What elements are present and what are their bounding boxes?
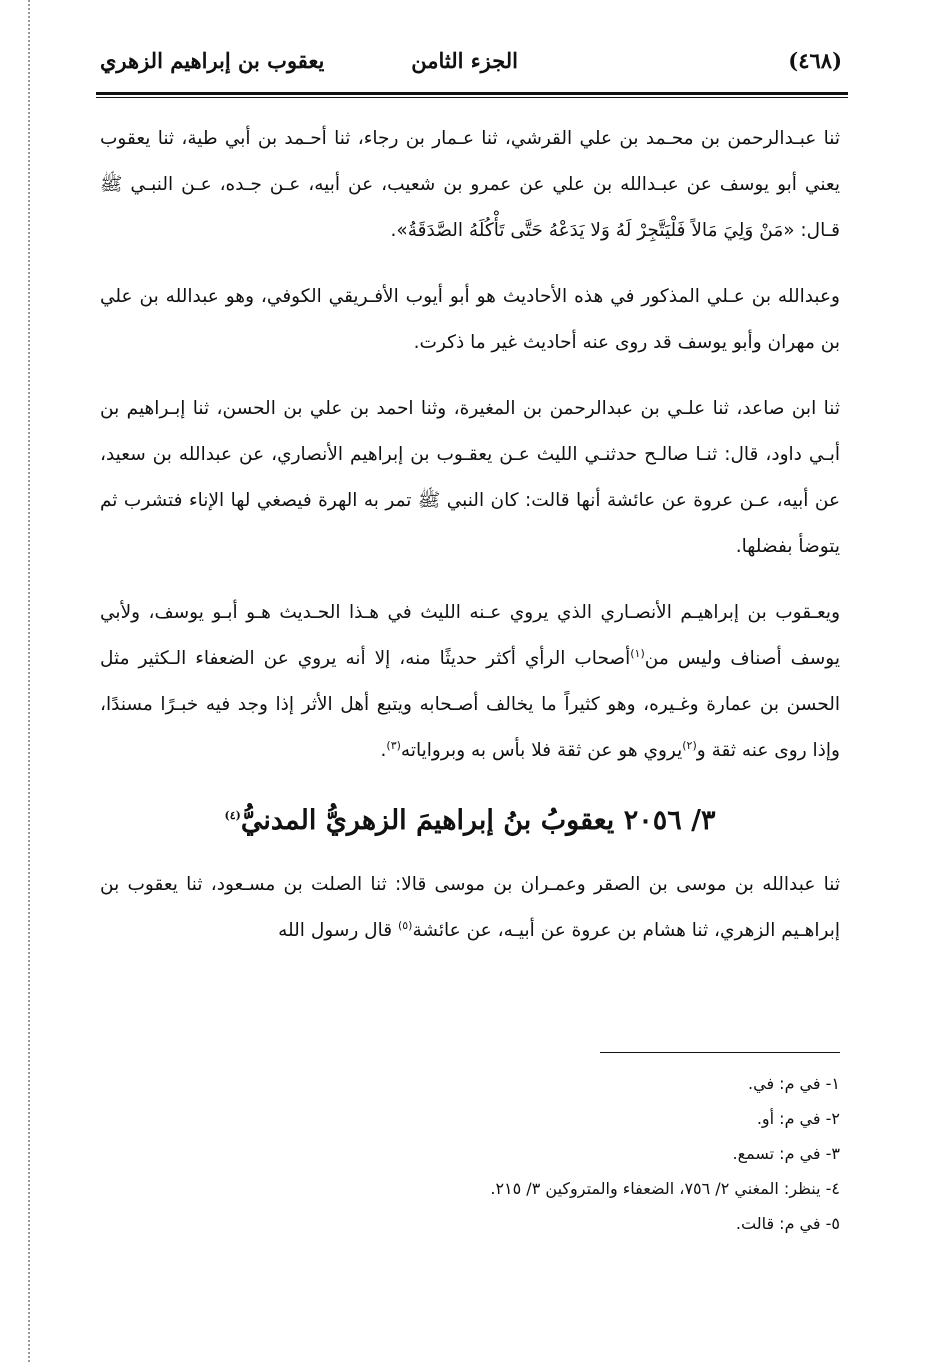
header-rule-thin: [96, 97, 848, 98]
paragraph-4-text-a: ويعـقوب بن إبراهيـم الأنصـاري الذي يروي عـنه الليث في هـذا الحـديث هـو أبـو يوسف، ولأبي يوسف أصناف وليس من: [100, 602, 840, 669]
paragraph-5-text-a: ثنا عبدالله بن موسى بن الصقر وعمـران بن موسى قالا: ثنا الصلت بن مسـعود، ثنا يعقوب بن إبراهـيم الزهري، ثنا هشام بن عروة عن أبيـه، عن عائشة: [100, 874, 840, 941]
footnote-ref-3: (٣): [386, 738, 401, 752]
footnote-ref-5: (٥): [397, 918, 413, 932]
paragraph-1: ثنا عبـدالرحمن بن محـمد بن علي القرشي، ثنا عـمار بن رجاء، ثنا أحـمد بن أبي طية، ثنا يعقوب يعني أبو يوسف عن عبـدالله بن علي عن عمرو بن شعيب، عن أبيه، عـن جـده، عـن النبـي ﷺ قـال: «مَنْ وَلِيَ مَالاً فَلْيَتَّجِرْ لَهُ وَلا يَدَعْهُ حَتَّى تَأْكُلَهُ الصَّدَقَةُ».: [100, 128, 840, 241]
footnote-4: ٤- ينظر: المغني ٢/ ٧٥٦، الضعفاء والمتروكين ٣/ ٢١٥.: [490, 1179, 840, 1198]
binding-gutter: [28, 0, 30, 1362]
footnote-ref-2: (٢): [682, 738, 697, 752]
volume-label: الجزء الثامن: [411, 48, 518, 73]
chapter-heading: [100, 794, 840, 848]
paragraph-4-text-b: أصحاب الرأي أكثر حديثًا منه، إلا أنه يروي عن الضعفاء الـكثير مثل الحسن بن عمارة وغـيره، وهو كثيراً ما يخالف أصـحابه ويتبع أهل الأثر إذا وجد فيه خبـرًا مسندًا، وإذا روى عنه ثقة و: [100, 648, 840, 761]
footnotes: [100, 1066, 840, 1241]
footnote-rule: [600, 1052, 840, 1053]
main-text: [100, 116, 840, 974]
chapter-title: ٣/ ٢٠٥٦ يعقوبُ بنُ إبراهيمَ الزهريُّ المدنيُّ: [240, 805, 716, 836]
paragraph-4-text-d: .: [380, 740, 387, 761]
paragraph-5: [100, 862, 840, 954]
paragraph-4: [100, 590, 840, 774]
paragraph-4-text-c: يروي هو عن ثقة فلا بأس به وبرواياته: [400, 740, 683, 761]
footnote-ref-4: (٤): [224, 809, 241, 822]
footnote-1: ١- في م: في.: [748, 1074, 840, 1093]
paragraph-3: ثنا ابن صاعد، ثنا علـي بن عبدالرحمن بن المغيرة، وثنا احمد بن علي بن الحسن، ثنا إبـراهيم بن أبـي داود، قال: ثنـا صالـح حدثنـي الليث عـن يعقـوب بن إبراهيم الأنصاري، عن عبدالله بن سعيد، عن أبيه، عـن عروة عن عائشة أنها قالت: كان النبي ﷺ تمر به الهرة فيصغي لها الإناء فتشرب ثم يتوضأ بفضلها.: [100, 398, 840, 557]
page-number: (٤٦٨): [788, 48, 842, 73]
footnote-ref-1: (١): [630, 646, 645, 660]
footnote-2: ٢- في م: أو.: [756, 1109, 840, 1128]
running-title: يعقوب بن إبراهيم الزهري: [100, 48, 325, 73]
page-header: [96, 40, 848, 88]
paragraph-2: وعبدالله بن عـلي المذكور في هذه الأحاديث هو أبو أيوب الأفـريقي الكوفي، وهو عبدالله بن علي بن مهران وأبو يوسف قد روى عنه أحاديث غير ما ذكرت.: [100, 286, 840, 353]
paragraph-5-text-b: قال رسول الله: [278, 920, 398, 941]
header-rule: [96, 92, 848, 95]
footnote-5: ٥- في م: قالت.: [735, 1214, 840, 1233]
footnote-3: ٣- في م: تسمع.: [732, 1144, 840, 1163]
